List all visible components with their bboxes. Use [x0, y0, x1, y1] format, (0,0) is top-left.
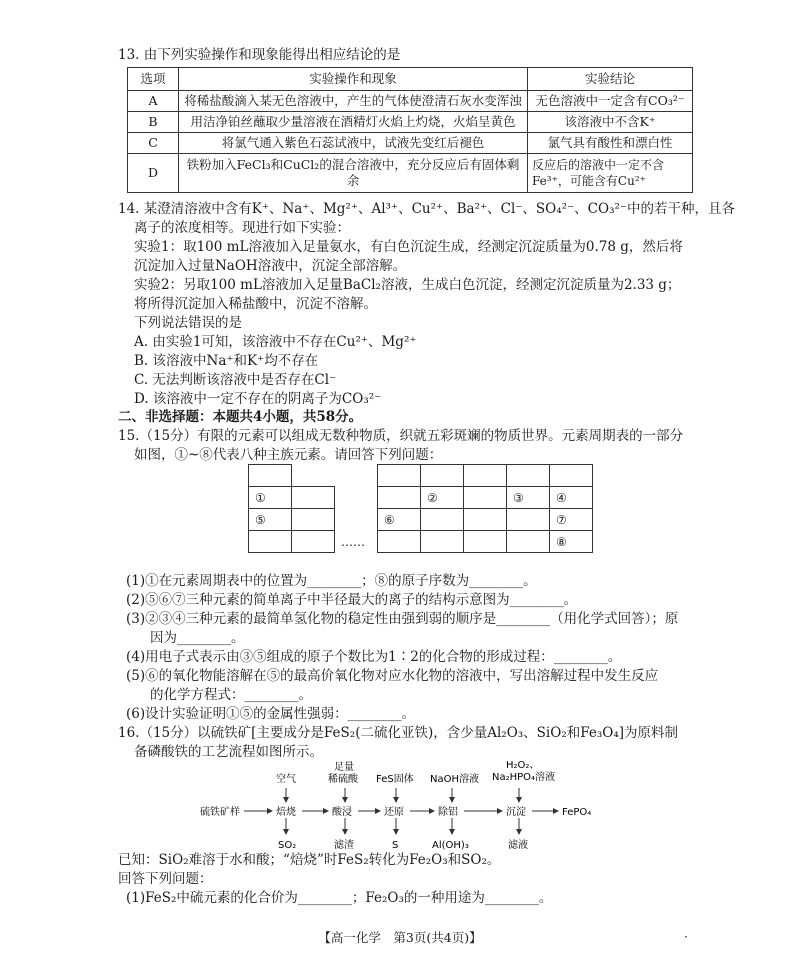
flow-step-leach: 酸浸	[332, 807, 352, 818]
q15-sub4: (4)用电子式表示由③⑤组成的原子个数比为1∶2的化合物的形成过程：________。	[126, 649, 622, 665]
output-aloh3: Al(OH)₃	[432, 840, 469, 851]
input-naoh: NaOH溶液	[430, 774, 479, 785]
pt-cell	[249, 465, 292, 487]
pt-cell	[292, 487, 335, 509]
output-s: S	[392, 840, 399, 851]
pt-cell	[292, 531, 335, 553]
pt-dots: ……	[341, 534, 365, 549]
q15-sub2: (2)⑤⑥⑦三种元素的简单离子中半径最大的离子的结构示意图为________。	[126, 592, 578, 608]
periodic-table-fragment	[248, 464, 593, 553]
pt-cell-8: ⑧	[550, 531, 593, 553]
option-cell: D	[128, 154, 179, 193]
q14-option-d: D. 该溶液中一定不存在的阴离子为CO₃²⁻	[134, 391, 382, 407]
q15-sub3: (3)②③④三种元素的最简单氢化物的稳定性由强到弱的顺序是________（用化学式回答）；原	[126, 611, 679, 627]
q13-stem: 13. 由下列实验操作和现象能得出相应结论的是	[118, 47, 401, 63]
table-row	[128, 112, 693, 133]
page-footer: 【高一化学 第3页(共4页)】	[318, 930, 482, 945]
output-residue: 滤渣	[334, 840, 354, 851]
table-row	[128, 91, 693, 112]
flow-product: FePO₄	[562, 807, 592, 818]
conclusion-cell: 氯气具有酸性和漂白性	[528, 133, 693, 154]
input-excess: 足量	[334, 762, 354, 773]
q14-line: 实验2：另取100 mL溶液加入足量BaCl₂溶液，生成白色沉淀，经测定沉淀质量为2.33 g；	[134, 277, 681, 293]
flow-step-reduce: 还原	[384, 807, 404, 818]
pt-cell-6: ⑥	[378, 509, 421, 531]
input-phosphate: Na₂HPO₄溶液	[492, 772, 556, 783]
q13-table	[127, 67, 693, 193]
pt-cell-3: ③	[507, 487, 550, 509]
q16-line: 备磷酸铁的工艺流程如图所示。	[134, 744, 323, 760]
header-operation: 实验操作和现象	[179, 68, 528, 91]
pt-cell	[378, 465, 421, 487]
output-so2: SO₂	[278, 840, 297, 851]
pt-cell-4: ④	[550, 487, 593, 509]
q15-sub5: (5)⑥的氧化物能溶解在⑤的最高价氧化物对应水化物的溶液中，写出溶解过程中发生反应	[126, 668, 659, 684]
q14-option-c: C. 无法判断该溶液中是否存在Cl⁻	[134, 372, 337, 388]
section-heading: 二、非选择题：本题共4小题，共58分。	[118, 409, 363, 425]
pt-cell	[421, 509, 464, 531]
q14-line: 离子的浓度相等。现进行如下实验：	[134, 220, 350, 236]
q15-sub6: (6)设计实验证明①⑤的金属性强弱：________。	[126, 706, 416, 722]
flow-step-remove-al: 除铝	[438, 807, 458, 818]
conclusion-cell: 反应后的溶液中一定不含Fe³⁺，可能含有Cu²⁺	[528, 154, 693, 193]
pt-cell-5: ⑤	[249, 509, 292, 531]
operation-cell: 铁粉加入FeCl₃和CuCl₂的混合溶液中，充分反应后有固体剩余	[179, 154, 528, 193]
flow-start: 硫铁矿样	[200, 807, 240, 818]
input-h2o2: H₂O₂、	[506, 760, 540, 771]
pt-cell	[378, 487, 421, 509]
q14-line: 实验1：取100 mL溶液加入足量氨水，有白色沉淀生成，经测定沉淀质量为0.78 g，然后将	[134, 239, 683, 255]
q16-ask: 回答下列问题：	[118, 871, 213, 887]
q15-sub1: (1)①在元素周期表中的位置为________；⑧的原子序数为________。	[126, 573, 537, 589]
pt-cell	[464, 509, 507, 531]
pt-cell	[421, 531, 464, 553]
table-row	[128, 154, 693, 193]
operation-cell: 将稀盐酸滴入某无色溶液中，产生的气体使澄清石灰水变浑浊	[179, 91, 528, 112]
q15-sub3-cont: 因为________。	[150, 630, 245, 646]
pt-cell	[507, 531, 550, 553]
pt-cell	[507, 509, 550, 531]
header-conclusion: 实验结论	[528, 68, 693, 91]
flow-step-roast: 焙烧	[276, 807, 296, 818]
q14-line: 下列说法错误的是	[134, 315, 242, 331]
pt-cell	[249, 531, 292, 553]
corner-mark: ·	[684, 930, 688, 944]
pt-cell-7: ⑦	[550, 509, 593, 531]
q13-header-row	[128, 68, 693, 91]
q14-line: 沉淀加入过量NaOH溶液中，沉淀全部溶解。	[134, 258, 407, 274]
conclusion-cell: 该溶液中不含K⁺	[528, 112, 693, 133]
input-acid: 稀硫酸	[328, 774, 358, 785]
q16-sub1: (1)FeS₂中硫元素的化合价为________；Fe₂O₃的一种用途为________。	[126, 890, 553, 906]
option-cell: C	[128, 133, 179, 154]
pt-cell	[421, 465, 464, 487]
table-row	[128, 133, 693, 154]
output-filtrate: 滤液	[508, 840, 528, 851]
operation-cell: 将氯气通入紫色石蕊试液中，试液先变红后褪色	[179, 133, 528, 154]
pt-cell-2: ②	[421, 487, 464, 509]
flow-step-precipitate: 沉淀	[506, 807, 526, 818]
q14-option-a: A. 由实验1可知，该溶液中不存在Cu²⁺、Mg²⁺	[134, 334, 417, 350]
pt-cell	[550, 465, 593, 487]
option-cell: A	[128, 91, 179, 112]
pt-cell	[464, 531, 507, 553]
header-option: 选项	[128, 68, 179, 91]
option-cell: B	[128, 112, 179, 133]
q16-line: 16.（15分）以硫铁矿[主要成分是FeS₂(二硫化亚铁)，含少量Al₂O₃、SiO₂和Fe₃O₄]为原料制	[118, 725, 679, 741]
q14-line: 14. 某澄清溶液中含有K⁺、Na⁺、Mg²⁺、Al³⁺、Cu²⁺、Ba²⁺、Cl⁻、SO₄²⁻、CO₃²⁻中的若干种，且各	[118, 201, 736, 217]
input-air: 空气	[276, 774, 296, 785]
q16-known: 已知：SiO₂难溶于水和酸；“焙烧”时FeS₂转化为Fe₂O₃和SO₂。	[118, 852, 501, 868]
q15-sub5-cont: 的化学方程式：________。	[150, 687, 312, 703]
pt-cell-1: ①	[249, 487, 292, 509]
pt-cell	[378, 531, 421, 553]
q14-option-b: B. 该溶液中Na⁺和K⁺均不存在	[134, 353, 319, 369]
pt-cell	[464, 465, 507, 487]
q15-line: 15.（15分）有限的元素可以组成无数种物质，织就五彩斑斓的物质世界。元素周期表的一部分	[118, 428, 684, 444]
input-fes: FeS固体	[376, 774, 414, 785]
q14-line: 将所得沉淀加入稀盐酸中，沉淀不溶解。	[134, 296, 377, 312]
pt-cell	[292, 509, 335, 531]
conclusion-cell: 无色溶液中一定含有CO₃²⁻	[528, 91, 693, 112]
operation-cell: 用洁净铂丝蘸取少量溶液在酒精灯火焰上灼烧，火焰呈黄色	[179, 112, 528, 133]
q15-line: 如图，①~⑧代表八种主族元素。请回答下列问题：	[134, 447, 443, 463]
pt-cell	[464, 487, 507, 509]
pt-cell	[507, 465, 550, 487]
